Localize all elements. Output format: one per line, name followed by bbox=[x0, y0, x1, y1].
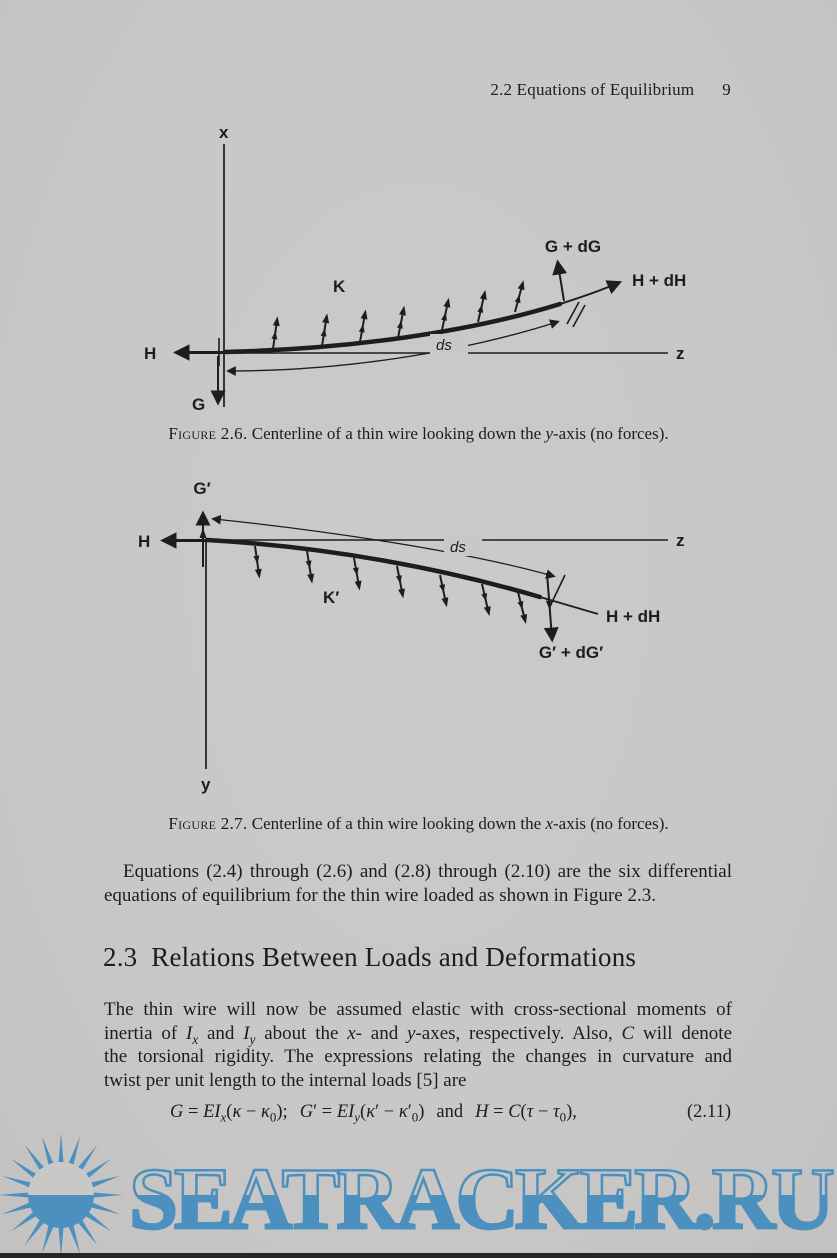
figure-2-7-caption bbox=[0, 814, 837, 834]
load-arrow bbox=[304, 550, 316, 584]
G-prime-arrow-barb bbox=[200, 528, 207, 538]
section-heading-2-3: 2.3 Relations Between Loads and Deformations bbox=[103, 942, 637, 972]
load-arrow bbox=[252, 546, 264, 580]
ds-label: ds bbox=[436, 337, 452, 354]
load-arrow bbox=[515, 591, 530, 625]
load-arrow bbox=[351, 557, 364, 591]
header-section-title: 2.2 Equations of Equilibrium bbox=[490, 80, 695, 99]
K-load-label: K bbox=[333, 277, 346, 296]
page-header bbox=[490, 80, 731, 100]
paragraph-elastic-wire bbox=[104, 998, 732, 1092]
H-label: H bbox=[144, 344, 157, 363]
sun-dome-bottom bbox=[28, 1195, 94, 1228]
body-line: inertia of $I_x$ and $I_y$ about the x- and y-axes, respectively. Also, C will denote bbox=[104, 1022, 733, 1047]
body-line: Equations (2.4) through (2.6) and (2.8) through (2.10) are the six differential bbox=[123, 861, 732, 882]
load-arrow bbox=[395, 305, 408, 339]
body-line: the torsional rigidity. The expressions relating the changes in curvature and bbox=[104, 1046, 732, 1067]
wire-end-arrow bbox=[560, 283, 618, 304]
wire-centerline bbox=[207, 540, 540, 597]
page-number: 9 bbox=[722, 80, 731, 99]
G-prime-label: G′ bbox=[193, 479, 211, 498]
equation-number: (2.11) bbox=[686, 1102, 731, 1122]
load-arrow bbox=[479, 583, 493, 617]
load-arrow bbox=[437, 574, 451, 608]
equation-2-11: $G = EI_x(\kappa - \kappa_0)$; $G' = EI_y(\kappa' - \kappa'_0)$ and $H = C(\tau - \tau_0)$, bbox=[170, 1102, 577, 1125]
Gp-dGp-arrow-barb bbox=[546, 601, 553, 611]
G-dG-arrow bbox=[558, 264, 564, 301]
load-arrow bbox=[270, 316, 282, 350]
z-axis-label: z bbox=[676, 531, 685, 550]
load-arrow bbox=[475, 289, 489, 323]
ds-dimension-arc bbox=[229, 322, 557, 371]
scan-bottom-edge bbox=[0, 1253, 837, 1258]
body-line: The thin wire will now be assumed elastic with cross-sectional moments of bbox=[104, 999, 732, 1020]
ds-dimension-arc bbox=[214, 519, 553, 576]
body-line: equations of equilibrium for the thin wire loaded as shown in Figure 2.3. bbox=[104, 884, 656, 906]
paragraph-equilibrium bbox=[104, 860, 732, 907]
H-dH-label: H + dH bbox=[606, 607, 661, 626]
H-label: H bbox=[138, 532, 151, 551]
body-line: twist per unit length to the internal loads [5] are bbox=[104, 1069, 467, 1091]
sun-dome-top bbox=[28, 1162, 94, 1195]
watermark-sun-icon bbox=[0, 1130, 126, 1258]
H-dH-label: H + dH bbox=[632, 271, 687, 290]
load-arrow bbox=[439, 297, 453, 331]
watermark-text: SEATRACKER.RU bbox=[129, 1151, 831, 1248]
figure-2-7-diagram bbox=[130, 470, 700, 800]
caption-text: Centerline of a thin wire looking down the x-axis (no forces). bbox=[247, 814, 669, 833]
caption-text: Centerline of a thin wire looking down the y-axis (no forces). bbox=[247, 424, 669, 443]
ds-label: ds bbox=[450, 539, 466, 556]
load-arrow bbox=[394, 565, 407, 599]
section-cut-mark bbox=[553, 575, 565, 600]
K-prime-load-label: K′ bbox=[323, 588, 340, 607]
load-arrow bbox=[512, 279, 527, 313]
load-arrow bbox=[357, 309, 370, 343]
G-label: G bbox=[192, 395, 206, 414]
y-axis-label: y bbox=[201, 775, 211, 794]
G-dG-label: G + dG bbox=[544, 237, 602, 256]
figure-2-6-diagram bbox=[130, 118, 700, 420]
caption-prefix: Figure 2.6. bbox=[168, 424, 248, 443]
x-axis-label: x bbox=[219, 123, 229, 142]
Gp-dGp-label: G′ + dG′ bbox=[538, 643, 604, 662]
z-axis-label: z bbox=[676, 344, 685, 363]
caption-prefix: Figure 2.7. bbox=[168, 814, 248, 833]
load-arrow bbox=[319, 313, 331, 347]
figure-2-6-caption bbox=[0, 424, 837, 444]
